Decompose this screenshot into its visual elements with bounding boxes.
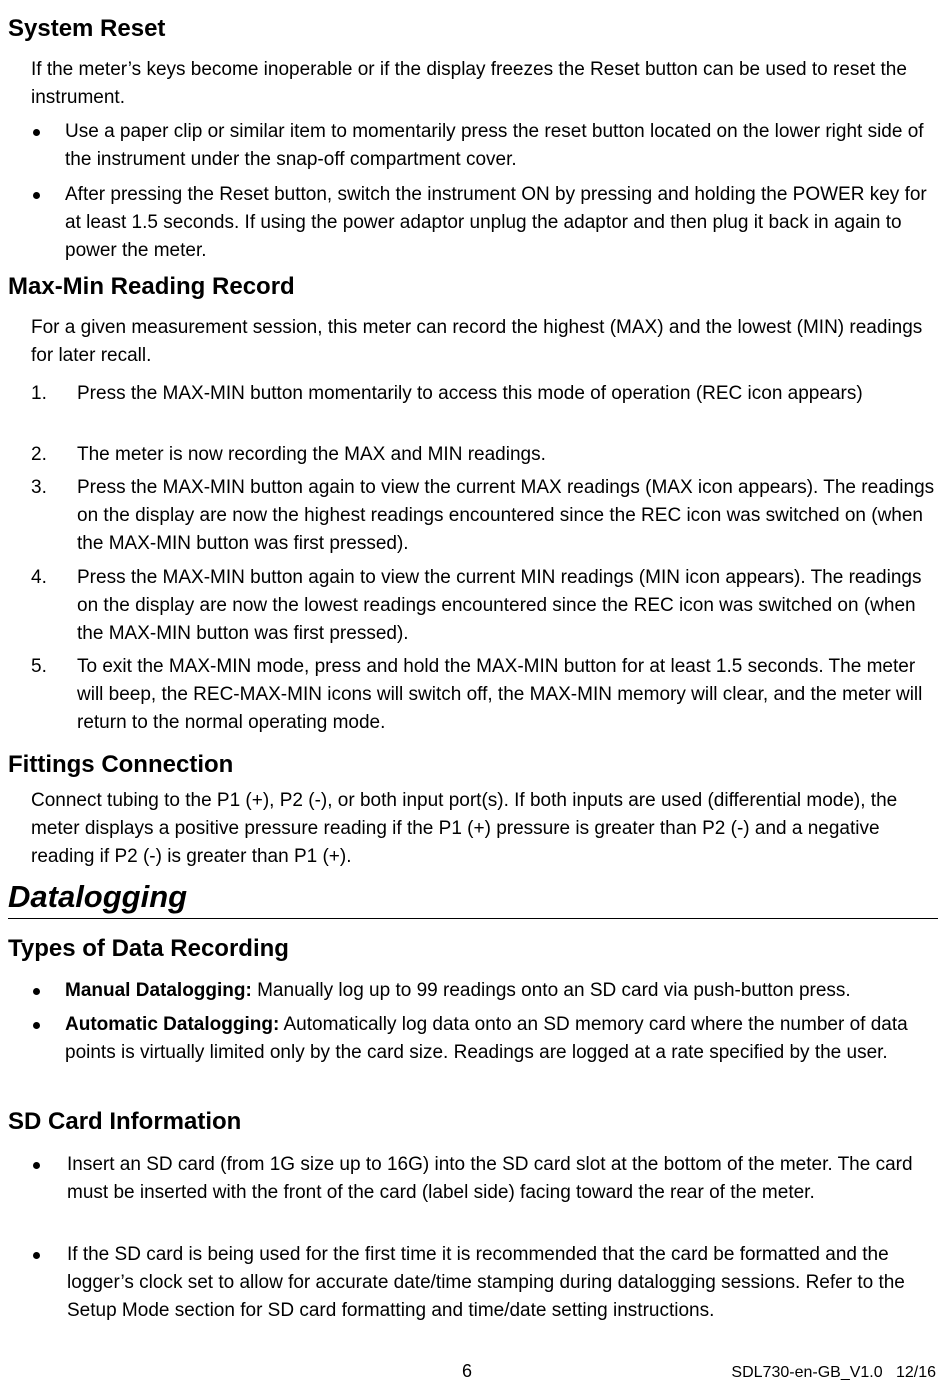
types-heading: Types of Data Recording [8,935,289,962]
max-min-intro: For a given measurement session, this meter can record the highest (MAX) and the lowest (MIN) readings for later recall. [31,317,923,366]
step-number: 3. [31,477,47,498]
fittings-text: Connect tubing to the P1 (+), P2 (-), or both input port(s). If both inputs are used (differential mode), the meter displays a positive pressure reading if the P1 (+) pressure is greater than P2 (-) and a negative reading if P2 (-) is greater than P1 (+). [31,790,898,867]
bullet-text: Manually log up to 99 readings onto an SD card via push-button press. [251,980,851,1001]
sd-card-bullet-2: If the SD card is being used for the first time it is recommended that the card be formatted and the logger’s clock set to allow for accurate date/time stamping during datalogging sessions. Refer to the Setup Mode section for SD card formatting and time/date setting instructions. [67,1244,905,1321]
types-bullet-2 [65,1011,935,1067]
bullet-icon [33,192,40,199]
bullet-icon [33,1162,40,1169]
step-text: Press the MAX-MIN button momentarily to access this mode of operation (REC icon appears) [77,383,863,404]
fittings-heading: Fittings Connection [8,751,234,778]
step-text: Press the MAX-MIN button again to view the current MAX readings (MAX icon appears). The readings on the display are now the highest readings encountered since the REC icon was switched on (when the MAX-MIN button was first pressed). [77,477,935,554]
bullet-text: Automatically log data onto an SD memory card where the number of data points is virtually limited only by the card size. Readings are logged at a rate specified by the user. [65,1014,908,1063]
bullet-icon [33,1022,40,1029]
max-min-heading: Max-Min Reading Record [8,273,295,300]
step-text: The meter is now recording the MAX and MIN readings. [77,444,546,465]
bullet-label: Automatic Datalogging: [65,1014,280,1035]
step-number: 5. [31,656,47,677]
step-number: 4. [31,567,47,588]
sd-card-bullet-1: Insert an SD card (from 1G size up to 16G) into the SD card slot at the bottom of the meter. The card must be inserted with the front of the card (label side) facing toward the rear of the meter. [67,1154,913,1203]
datalogging-heading: Datalogging [8,879,188,914]
system-reset-bullet-2: After pressing the Reset button, switch the instrument ON by pressing and holding the POWER key for at least 1.5 seconds. If using the power adaptor unplug the adaptor and then plug it back in again to power the meter. [65,184,927,261]
bullet-icon [33,1252,40,1259]
section-divider [8,918,938,919]
bullet-label: Manual Datalogging: [65,980,252,1001]
system-reset-intro: If the meter’s keys become inoperable or if the display freezes the Reset button can be used to reset the instrument. [31,59,907,108]
step-number: 2. [31,444,47,465]
system-reset-bullet-1: Use a paper clip or similar item to momentarily press the reset button located on the lower right side of the instrument under the snap-off compartment cover. [65,121,924,170]
page-number: 6 [462,1361,473,1381]
types-bullet-1 [65,977,935,1005]
step-text: To exit the MAX-MIN mode, press and hold the MAX-MIN button for at least 1.5 seconds. The meter will beep, the REC-MAX-MIN icons will switch off, the MAX-MIN memory will clear, and the meter will return to the normal operating mode. [77,656,923,733]
bullet-icon [33,129,40,136]
step-number: 1. [31,383,47,404]
system-reset-heading: System Reset [8,15,166,42]
sd-card-heading: SD Card Information [8,1108,242,1135]
step-text: Press the MAX-MIN button again to view the current MIN readings (MIN icon appears). The readings on the display are now the lowest readings encountered since the REC icon was switched on (when the MAX-MIN button was first pressed). [77,567,922,644]
bullet-icon [33,988,40,995]
document-id: SDL730-en-GB_V1.0 12/16 [731,1364,936,1381]
